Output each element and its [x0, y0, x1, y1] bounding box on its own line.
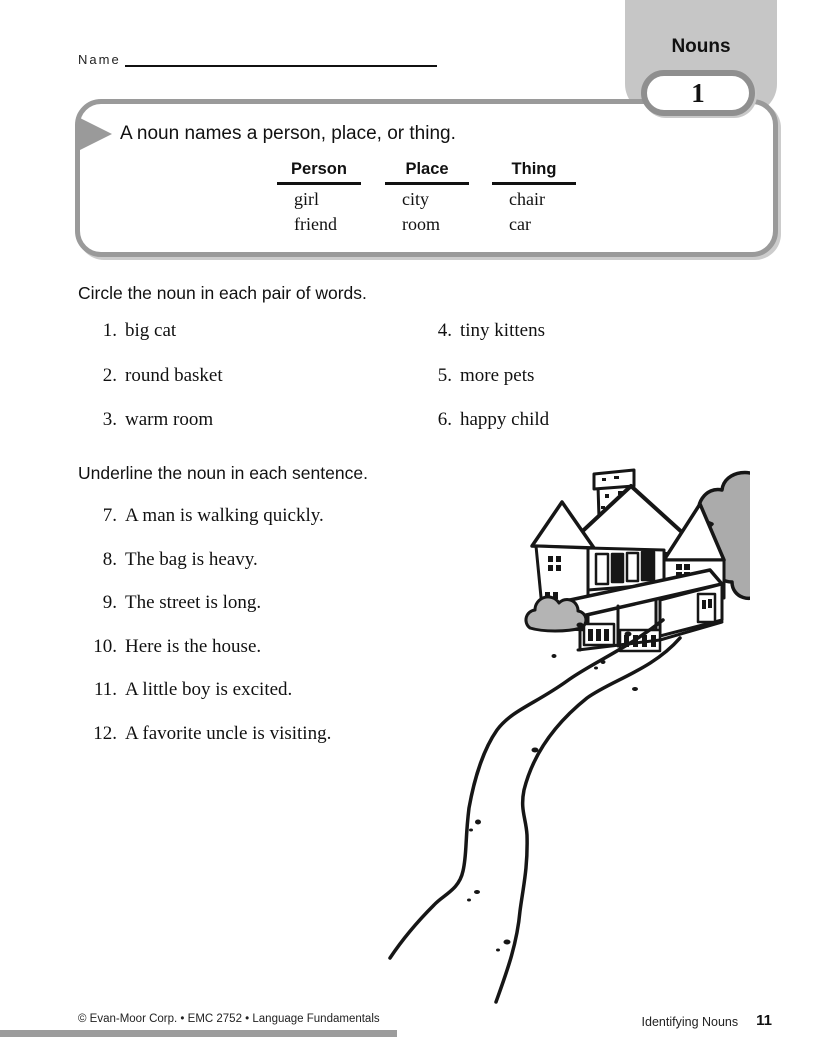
list-item [85, 636, 261, 658]
list-item [85, 365, 223, 387]
example-word: car [509, 214, 531, 234]
list-item [85, 679, 292, 701]
example-word: chair [509, 189, 545, 209]
path-left-edge [390, 620, 663, 958]
item-text: A man is walking quickly. [125, 505, 324, 526]
column-header: Thing [492, 160, 576, 185]
house-illustration [350, 458, 750, 1014]
item-number: 12. [93, 723, 117, 744]
example-word: girl [294, 189, 319, 209]
arrow-icon [80, 118, 112, 150]
column-words [492, 187, 576, 237]
item-number: 2. [102, 365, 117, 386]
underline-instruction: Underline the noun in each sentence. [78, 463, 368, 483]
item-number: 11. [93, 679, 117, 700]
list-item [85, 409, 213, 431]
item-text: Here is the house. [125, 636, 262, 657]
footer-right-group [642, 1013, 772, 1030]
footer-divider-bar [0, 1030, 397, 1037]
column-words [385, 187, 469, 237]
example-word: room [402, 214, 440, 234]
item-number: 4. [437, 320, 452, 341]
lesson-number-badge: 1 [641, 70, 755, 116]
item-text: warm room [125, 409, 214, 430]
column-words [277, 187, 361, 237]
item-number: 1. [102, 320, 117, 341]
name-label: Name [78, 52, 121, 67]
column-header: Person [277, 160, 361, 185]
list-item [85, 592, 261, 614]
name-blank-line [125, 50, 437, 67]
item-text: A favorite uncle is visiting. [125, 723, 332, 744]
item-text: The bag is heavy. [125, 549, 258, 570]
item-text: big cat [125, 320, 177, 341]
rule-text: A noun names a person, place, or thing. [120, 123, 456, 144]
item-number: 8. [102, 549, 117, 570]
item-number: 7. [102, 505, 117, 526]
noun-column-place [385, 160, 469, 237]
item-number: 9. [102, 592, 117, 613]
item-text: tiny kittens [460, 320, 545, 341]
page-number: 11 [756, 1012, 772, 1029]
unit-title: Nouns [671, 36, 731, 57]
item-text: The street is long. [125, 592, 262, 613]
example-word: city [402, 189, 429, 209]
item-number: 10. [93, 636, 117, 657]
name-row [78, 50, 437, 67]
item-number: 3. [102, 409, 117, 430]
list-item [85, 320, 176, 342]
item-text: A little boy is excited. [125, 679, 293, 700]
item-text: more pets [460, 365, 535, 386]
list-item [85, 723, 331, 745]
copyright-credit: © Evan-Moor Corp. • EMC 2752 • Language Fundamentals [78, 1013, 380, 1025]
footer-section-title: Identifying Nouns [641, 1015, 739, 1029]
noun-column-person [277, 160, 361, 237]
path-stones [467, 623, 638, 952]
noun-column-thing [492, 160, 576, 237]
list-item [420, 365, 534, 387]
list-item [85, 549, 258, 571]
list-item [420, 409, 549, 431]
circle-instruction: Circle the noun in each pair of words. [78, 283, 367, 303]
item-text: round basket [125, 365, 223, 386]
item-number: 5. [437, 365, 452, 386]
example-word: friend [294, 214, 337, 234]
path-right-edge [496, 638, 680, 1002]
item-text: happy child [460, 409, 550, 430]
list-item [85, 505, 324, 527]
list-item [420, 320, 545, 342]
item-number: 6. [437, 409, 452, 430]
column-header: Place [385, 160, 469, 185]
